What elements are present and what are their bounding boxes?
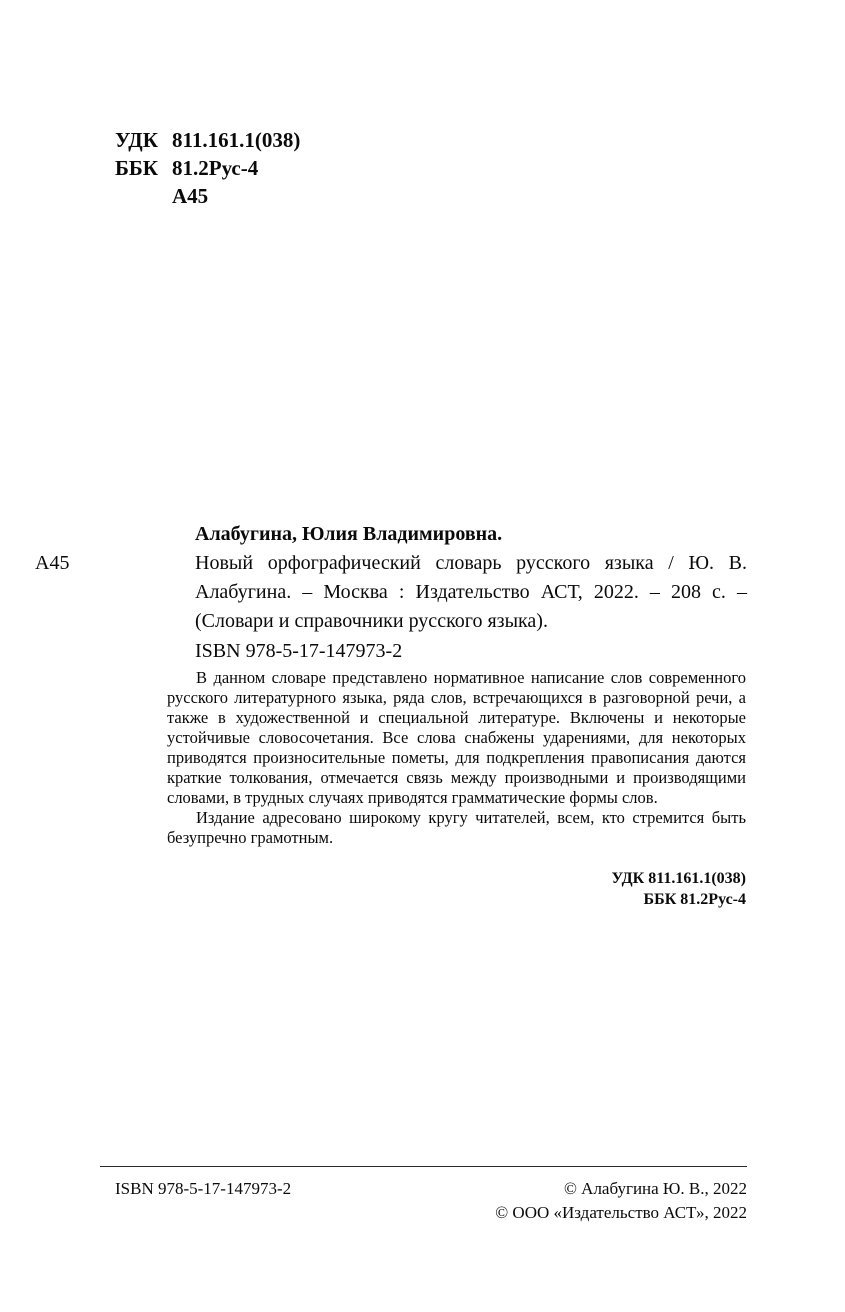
udk-label: УДК [115,128,158,152]
catalog-author-sign: А45 [35,552,70,574]
annotation-paragraph-2: Издание адресовано широкому кругу читателей, всем, кто стремится быть безупречно грамотным. [167,808,746,847]
catalog-card [35,520,747,636]
footer-row [100,1177,747,1225]
udk-right: УДК 811.161.1(038) [611,870,746,887]
copyright-publisher: © ООО «Издательство АСТ», 2022 [495,1203,747,1222]
catalog-author: Алабугина, Юлия Владимировна. [195,523,503,545]
footer [100,1166,747,1225]
catalog-description: Новый орфографический словарь русского языка / Ю. В. Алабугина. – Москва : Издательство АСТ, 2022. – 208 с. – (Словари и справочники русского языка). [195,552,747,632]
bbk-label: ББК [115,156,158,180]
footer-isbn: ISBN 978-5-17-147973-2 [115,1179,292,1198]
bbk-line [115,154,300,182]
annotation-paragraph-1: В данном словаре представлено нормативное написание слов современного русского литературного языка, ряда слов, встречающихся в разговорной речи, а также в художественной и специальной литературе. Включены и некоторые устойчивые словосочетания. Все слова снабжены ударениями, для некоторых приводятся произносительные пометы, для подкрепления правописания даются краткие толкования, отмечается связь между производными и производящими словами, в трудных случаях приводятся грамматические формы слов. [167,668,746,807]
copyright-author: © Алабугина Ю. В., 2022 [564,1179,747,1198]
footer-copyrights [495,1177,747,1225]
udk-line [115,126,300,154]
udk-value: 811.161.1(038) [172,128,301,152]
author-sign-code: А45 [172,184,209,208]
classification-codes-block [115,126,300,210]
annotation-block [167,668,746,848]
bbk-right: ББК 81.2Рус-4 [643,891,746,908]
classification-codes-right [167,868,746,910]
catalog-card-inner [35,520,747,636]
isbn-line: ISBN 978-5-17-147973-2 [195,640,403,662]
bbk-value: 81.2Рус-4 [172,156,259,180]
